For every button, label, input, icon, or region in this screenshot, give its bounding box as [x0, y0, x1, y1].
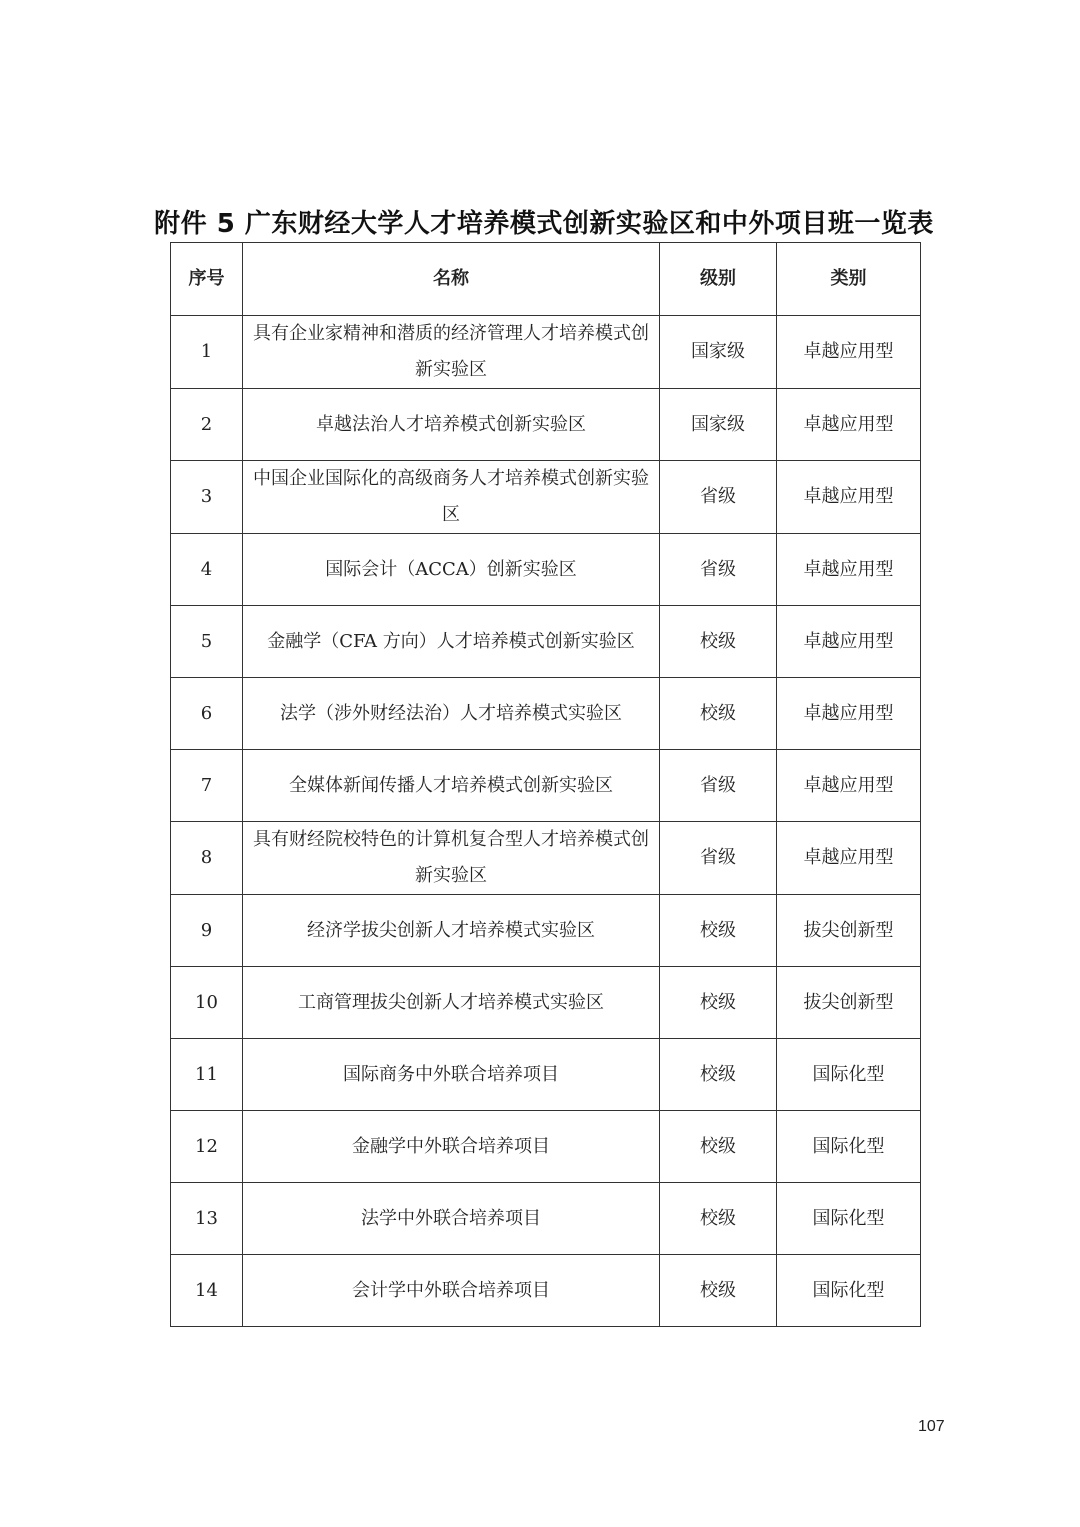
header-level: 级别 [660, 243, 777, 316]
table-row [171, 750, 921, 822]
cell-level: 省级 [660, 461, 777, 534]
table-header-row [171, 243, 921, 316]
experimental-zones-table [170, 242, 921, 1327]
table-row [171, 1039, 921, 1111]
cell-category: 拔尖创新型 [777, 895, 921, 967]
header-index: 序号 [171, 243, 243, 316]
cell-index: 2 [171, 389, 243, 461]
cell-name: 法学（涉外财经法治）人才培养模式实验区 [243, 678, 660, 750]
cell-category: 卓越应用型 [777, 316, 921, 389]
cell-name: 全媒体新闻传播人才培养模式创新实验区 [243, 750, 660, 822]
cell-name: 具有企业家精神和潜质的经济管理人才培养模式创新实验区 [243, 316, 660, 389]
cell-category: 国际化型 [777, 1183, 921, 1255]
cell-category: 卓越应用型 [777, 534, 921, 606]
cell-level: 校级 [660, 1255, 777, 1327]
cell-index: 8 [171, 822, 243, 895]
cell-category: 拔尖创新型 [777, 967, 921, 1039]
cell-level: 校级 [660, 967, 777, 1039]
cell-level: 国家级 [660, 389, 777, 461]
cell-name: 国际会计（ACCA）创新实验区 [243, 534, 660, 606]
table-row [171, 606, 921, 678]
cell-level: 校级 [660, 606, 777, 678]
cell-name: 卓越法治人才培养模式创新实验区 [243, 389, 660, 461]
document-title: 附件 5 广东财经大学人才培养模式创新实验区和中外项目班一览表 [154, 209, 934, 239]
cell-level: 校级 [660, 1039, 777, 1111]
cell-category: 卓越应用型 [777, 750, 921, 822]
cell-name: 法学中外联合培养项目 [243, 1183, 660, 1255]
cell-index: 3 [171, 461, 243, 534]
page-number: 107 [918, 1418, 945, 1435]
cell-level: 校级 [660, 1183, 777, 1255]
cell-index: 9 [171, 895, 243, 967]
cell-category: 国际化型 [777, 1039, 921, 1111]
cell-index: 5 [171, 606, 243, 678]
cell-index: 6 [171, 678, 243, 750]
header-name: 名称 [243, 243, 660, 316]
cell-level: 省级 [660, 822, 777, 895]
table-row [171, 461, 921, 534]
table-row [171, 389, 921, 461]
table-row [171, 316, 921, 389]
cell-level: 校级 [660, 895, 777, 967]
cell-category: 卓越应用型 [777, 461, 921, 534]
cell-name: 金融学中外联合培养项目 [243, 1111, 660, 1183]
table-row [171, 534, 921, 606]
table-row [171, 1111, 921, 1183]
cell-name: 国际商务中外联合培养项目 [243, 1039, 660, 1111]
table-row [171, 678, 921, 750]
cell-name: 会计学中外联合培养项目 [243, 1255, 660, 1327]
table-row [171, 822, 921, 895]
cell-name: 经济学拔尖创新人才培养模式实验区 [243, 895, 660, 967]
cell-level: 校级 [660, 678, 777, 750]
cell-index: 13 [171, 1183, 243, 1255]
table-row [171, 967, 921, 1039]
cell-category: 卓越应用型 [777, 822, 921, 895]
cell-index: 10 [171, 967, 243, 1039]
cell-level: 省级 [660, 534, 777, 606]
cell-index: 4 [171, 534, 243, 606]
table-row [171, 1255, 921, 1327]
cell-level: 校级 [660, 1111, 777, 1183]
cell-index: 11 [171, 1039, 243, 1111]
cell-category: 国际化型 [777, 1111, 921, 1183]
cell-category: 卓越应用型 [777, 389, 921, 461]
cell-category: 卓越应用型 [777, 678, 921, 750]
cell-index: 14 [171, 1255, 243, 1327]
table-row [171, 1183, 921, 1255]
cell-index: 12 [171, 1111, 243, 1183]
table-row [171, 895, 921, 967]
cell-name: 工商管理拔尖创新人才培养模式实验区 [243, 967, 660, 1039]
cell-category: 国际化型 [777, 1255, 921, 1327]
cell-name: 具有财经院校特色的计算机复合型人才培养模式创新实验区 [243, 822, 660, 895]
cell-index: 7 [171, 750, 243, 822]
cell-category: 卓越应用型 [777, 606, 921, 678]
cell-name: 中国企业国际化的高级商务人才培养模式创新实验区 [243, 461, 660, 534]
cell-level: 省级 [660, 750, 777, 822]
cell-level: 国家级 [660, 316, 777, 389]
cell-index: 1 [171, 316, 243, 389]
header-category: 类别 [777, 243, 921, 316]
cell-name: 金融学（CFA 方向）人才培养模式创新实验区 [243, 606, 660, 678]
